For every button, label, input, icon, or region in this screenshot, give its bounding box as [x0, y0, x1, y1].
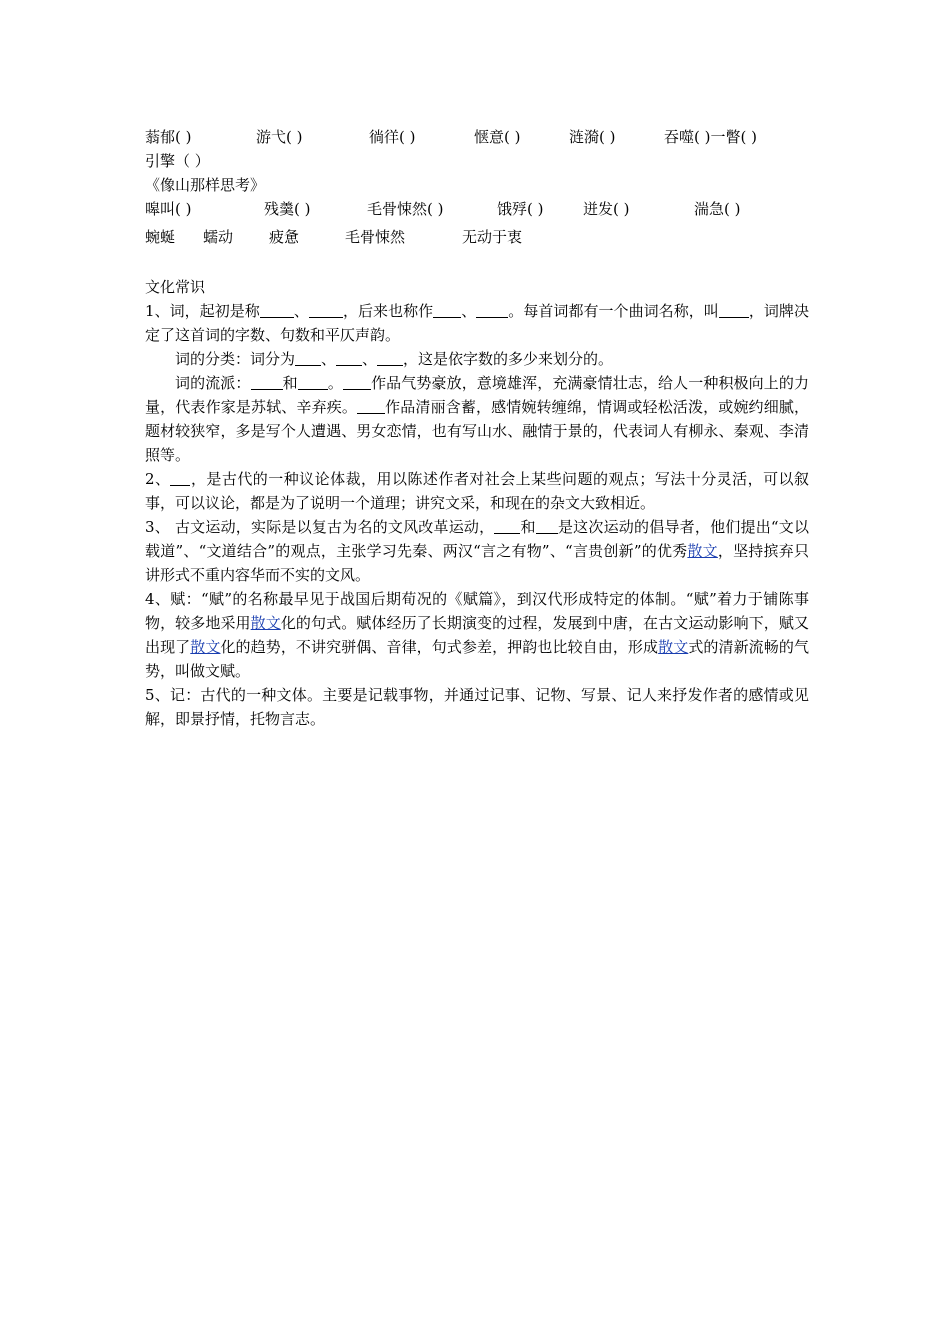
- vocab-item: 徜徉( ): [369, 128, 416, 146]
- vocab-item: 毛骨悚然( ): [367, 200, 444, 218]
- vocab-word: 蜿蜒: [145, 228, 176, 246]
- vocab-word: 疲惫: [269, 228, 300, 246]
- link-sanwen[interactable]: 散文: [190, 638, 221, 656]
- vocab-row-1: [145, 125, 809, 149]
- link-sanwen[interactable]: 散文: [687, 542, 718, 560]
- vocab-row-2: [145, 197, 809, 221]
- vocab-item: 惬意( ): [474, 128, 521, 146]
- vocab-item: 蓊郁( ): [145, 128, 192, 146]
- vocab-row-2b: [145, 225, 809, 249]
- vocab-item: 迸发( ): [583, 200, 630, 218]
- vocab-row-1b: 引擎（ ）: [145, 152, 210, 170]
- vocab-item: 饿殍( ): [497, 200, 544, 218]
- culture-title: 文化常识: [145, 278, 206, 296]
- vocab-item: 吞噬( )一瞥( ): [664, 128, 757, 146]
- vocab-item: 嗥叫( ): [145, 200, 192, 218]
- paragraph-3: 3、 古文运动，实际是以复古为名的文风改革运动， 和 是这次运动的倡导者，他们提出“文以载道”、“文道结合”的观点，主张学习先秦、两汉“言之有物”、“言贵创新”的优秀散文，坚持摈弃只讲形式不重内容华而不实的文风。: [145, 518, 809, 584]
- paragraph-2: 2、 ，是古代的一种议论体裁，用以陈述作者对社会上某些问题的观点；写法十分灵活，可以叙事，可以议论，都是为了说明一个道理；讲究文采，和现在的杂文大致相近。: [145, 470, 810, 512]
- link-sanwen[interactable]: 散文: [250, 614, 281, 632]
- vocab-item: 涟漪( ): [569, 128, 616, 146]
- link-sanwen[interactable]: 散文: [658, 638, 689, 656]
- vocab-word: 蠕动: [203, 228, 234, 246]
- paragraph-4: 4、赋：“赋”的名称最早见于战国后期荀况的《赋篇》，到汉代形成特定的体制。“赋”着力于铺陈事物，较多地采用散文化的句式。赋体经历了长期演变的过程，发展到中唐，在古文运动影响下，赋又出现了散文化的趋势，不讲究骈偶、音律，句式参差，押韵也比较自由，形成散文式的清新流畅的气势，叫做文赋。: [145, 590, 809, 680]
- paragraph-1-school: 词的流派： 和 。 作品气势豪放，意境雄浑，充满豪情壮志，给人一种积极向上的力量，代表作家是苏轼、辛弃疾。 作品清丽含蓄，感情婉转缠绵，情调或轻松活泼，或婉约细腻，题材较狭窄，多是写个人遭遇、男女恋情，也有写山水、融情于景的，代表词人有柳永、秦观、李清照等。: [145, 374, 809, 464]
- vocab-item: 游弋( ): [256, 128, 303, 146]
- paragraph-1: 1、词，起初是称 、 ，后来也称作 、 。每首词都有一个曲词名称，叫 ，词牌决定了这首词的字数、句数和平仄声韵。: [145, 302, 809, 344]
- paragraph-5: 5、记：古代的一种文体。主要是记载事物，并通过记事、记物、写景、记人来抒发作者的感情或见解，即景抒情，托物言志。: [145, 686, 809, 728]
- document-page: [145, 125, 809, 731]
- vocab-word: 无动于衷: [462, 228, 523, 246]
- vocab-word: 毛骨悚然: [345, 228, 406, 246]
- paragraph-1-class: 词的分类：词分为 、 、 ，这是依字数的多少来划分的。: [175, 350, 614, 368]
- section-title: 《像山那样思考》: [145, 176, 266, 194]
- vocab-item: 湍急( ): [694, 200, 741, 218]
- vocab-item: 残羹( ): [264, 200, 311, 218]
